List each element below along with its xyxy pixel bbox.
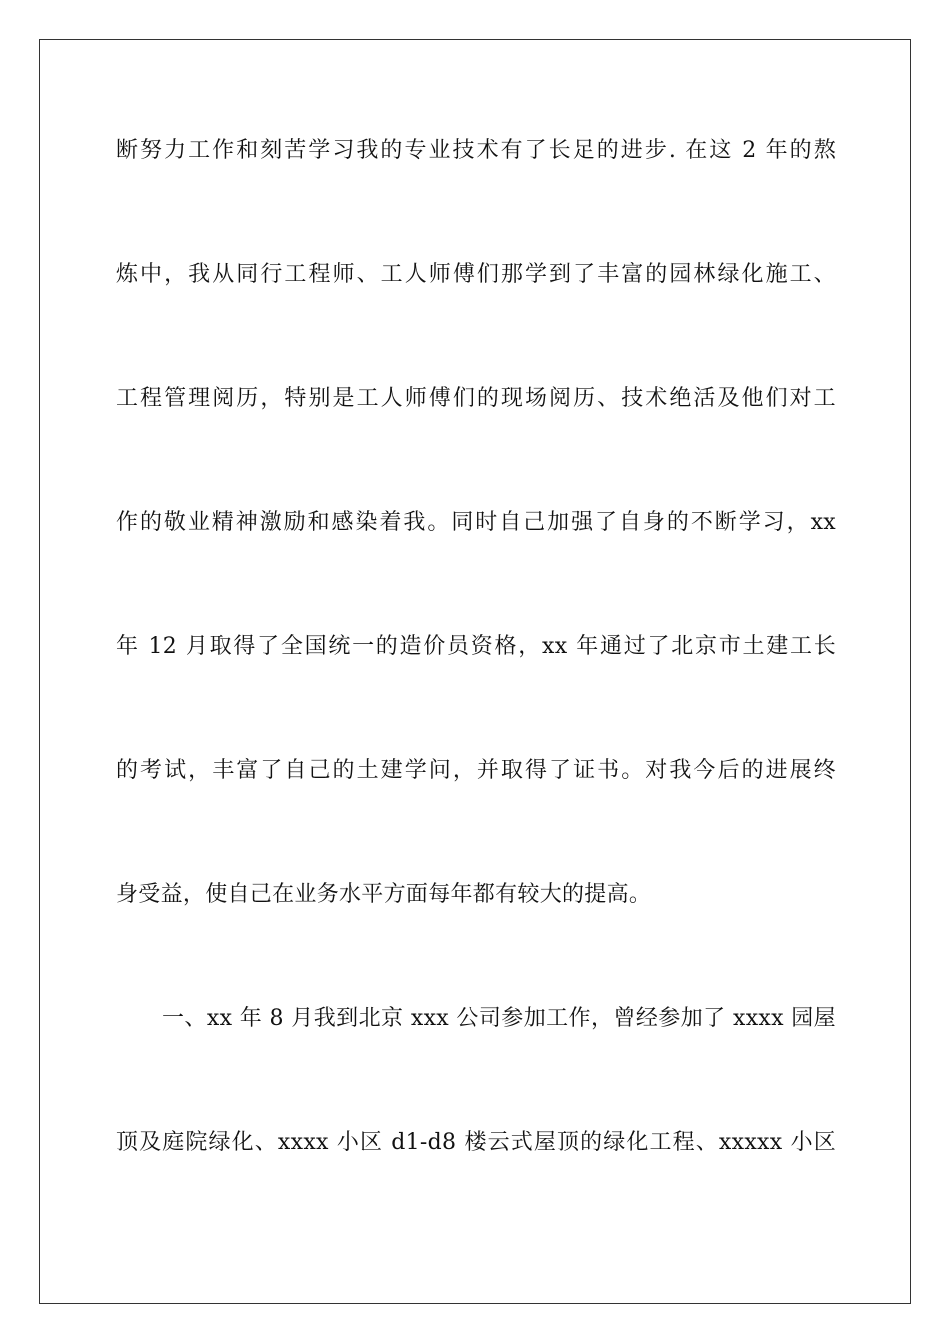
paragraph-line: 作的敬业精神激励和感染着我。同时自己加强了自身的不断学习，xx — [116, 510, 836, 535]
paragraph-line: 的考试，丰富了自己的土建学问，并取得了证书。对我今后的进展终 — [116, 758, 836, 783]
paragraph-line: 顶及庭院绿化、xxxx 小区 d1-d8 楼云式屋顶的绿化工程、xxxxx 小区 — [116, 1130, 836, 1155]
paragraph-line: 断努力工作和刻苦学习我的专业技术有了长足的进步. 在这 2 年的熬 — [116, 138, 836, 163]
paragraph-line: 工程管理阅历，特别是工人师傅们的现场阅历、技术绝活及他们对工 — [116, 386, 836, 411]
page-border — [39, 39, 911, 1304]
paragraph-line: 年 12 月取得了全国统一的造价员资格，xx 年通过了北京市土建工长 — [116, 634, 836, 659]
paragraph-line: 一、xx 年 8 月我到北京 xxx 公司参加工作，曾经参加了 xxxx 园屋 — [162, 1006, 836, 1031]
paragraph-line: 炼中，我从同行工程师、工人师傅们那学到了丰富的园林绿化施工、 — [116, 262, 836, 287]
paragraph-line: 身受益，使自己在业务水平方面每年都有较大的提高。 — [116, 882, 652, 907]
